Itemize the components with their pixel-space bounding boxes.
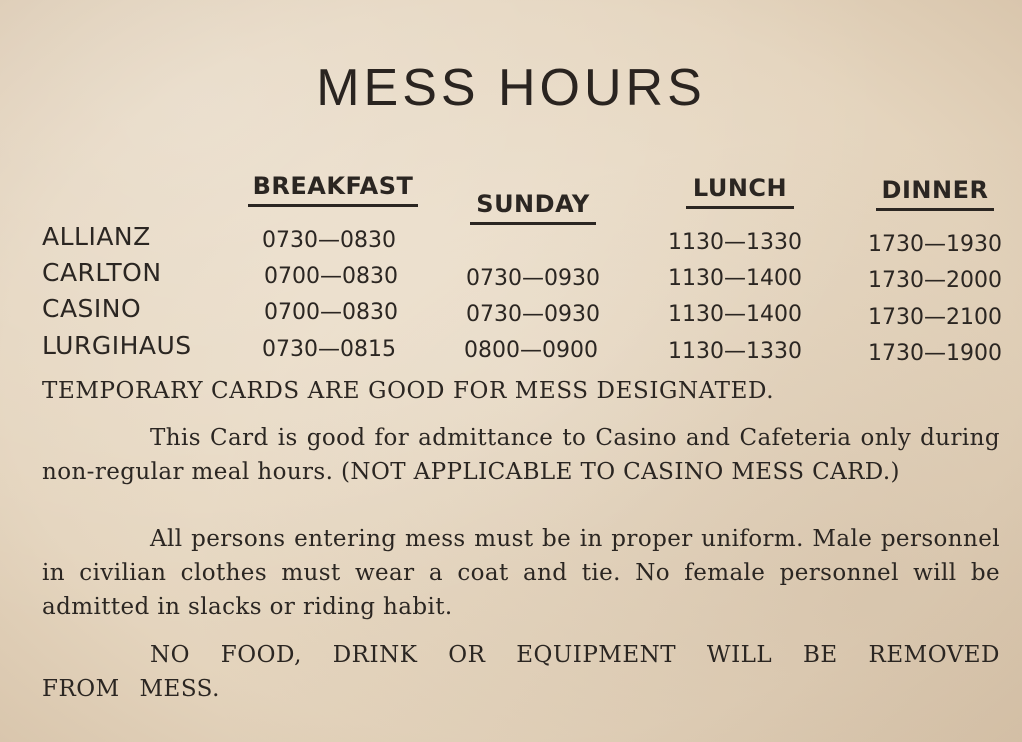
lurgihaus-breakfast-hours: 0730—0815 (262, 337, 396, 362)
carlton-dinner-hours: 1730—2000 (868, 268, 1002, 293)
allianz-dinner-hours: 1730—1930 (868, 232, 1002, 257)
hall-name-casino: CASINO (42, 294, 142, 323)
column-header-lunch: LUNCH (686, 174, 794, 209)
hall-name-carlton: CARLTON (42, 258, 162, 287)
column-header-breakfast: BREAKFAST (248, 172, 418, 207)
lurgihaus-sunday-hours: 0800—0900 (464, 338, 598, 363)
carlton-lunch-hours: 1130—1400 (668, 266, 802, 291)
casino-breakfast-hours: 0700—0830 (264, 300, 398, 325)
column-header-sunday: SUNDAY (470, 190, 596, 225)
carlton-sunday-hours: 0730—0930 (466, 266, 600, 291)
casino-dinner-hours: 1730—2100 (868, 305, 1002, 330)
uniform-paragraph: All persons entering mess must be in proper uniform. Male personnel in civilian clothes must wear a coat and tie. No female personnel will be admitted in slacks or riding habit. (42, 526, 1000, 620)
hall-name-allianz: ALLIANZ (42, 222, 151, 251)
page-title: MESS HOURS (316, 59, 706, 117)
temporary-cards-notice: TEMPORARY CARDS ARE GOOD FOR MESS DESIGNATED. (42, 378, 775, 404)
lurgihaus-dinner-hours: 1730—1900 (868, 341, 1002, 366)
casino-lunch-hours: 1130—1400 (668, 302, 802, 327)
column-header-dinner: DINNER (876, 176, 994, 211)
lurgihaus-lunch-hours: 1130—1330 (668, 339, 802, 364)
allianz-lunch-hours: 1130—1330 (668, 230, 802, 255)
casino-sunday-hours: 0730—0930 (466, 302, 600, 327)
hall-name-lurgihaus: LURGIHAUS (42, 331, 192, 360)
no-removal-paragraph: NO FOOD, DRINK OR EQUIPMENT WILL BE REMOVED FROM MESS. (42, 642, 1000, 702)
admittance-paragraph: This Card is good for admittance to Casino and Cafeteria only during non-regular meal hours. (NOT APPLICABLE TO CASINO MESS CARD.) (42, 425, 1000, 485)
carlton-breakfast-hours: 0700—0830 (264, 264, 398, 289)
allianz-breakfast-hours: 0730—0830 (262, 228, 396, 253)
